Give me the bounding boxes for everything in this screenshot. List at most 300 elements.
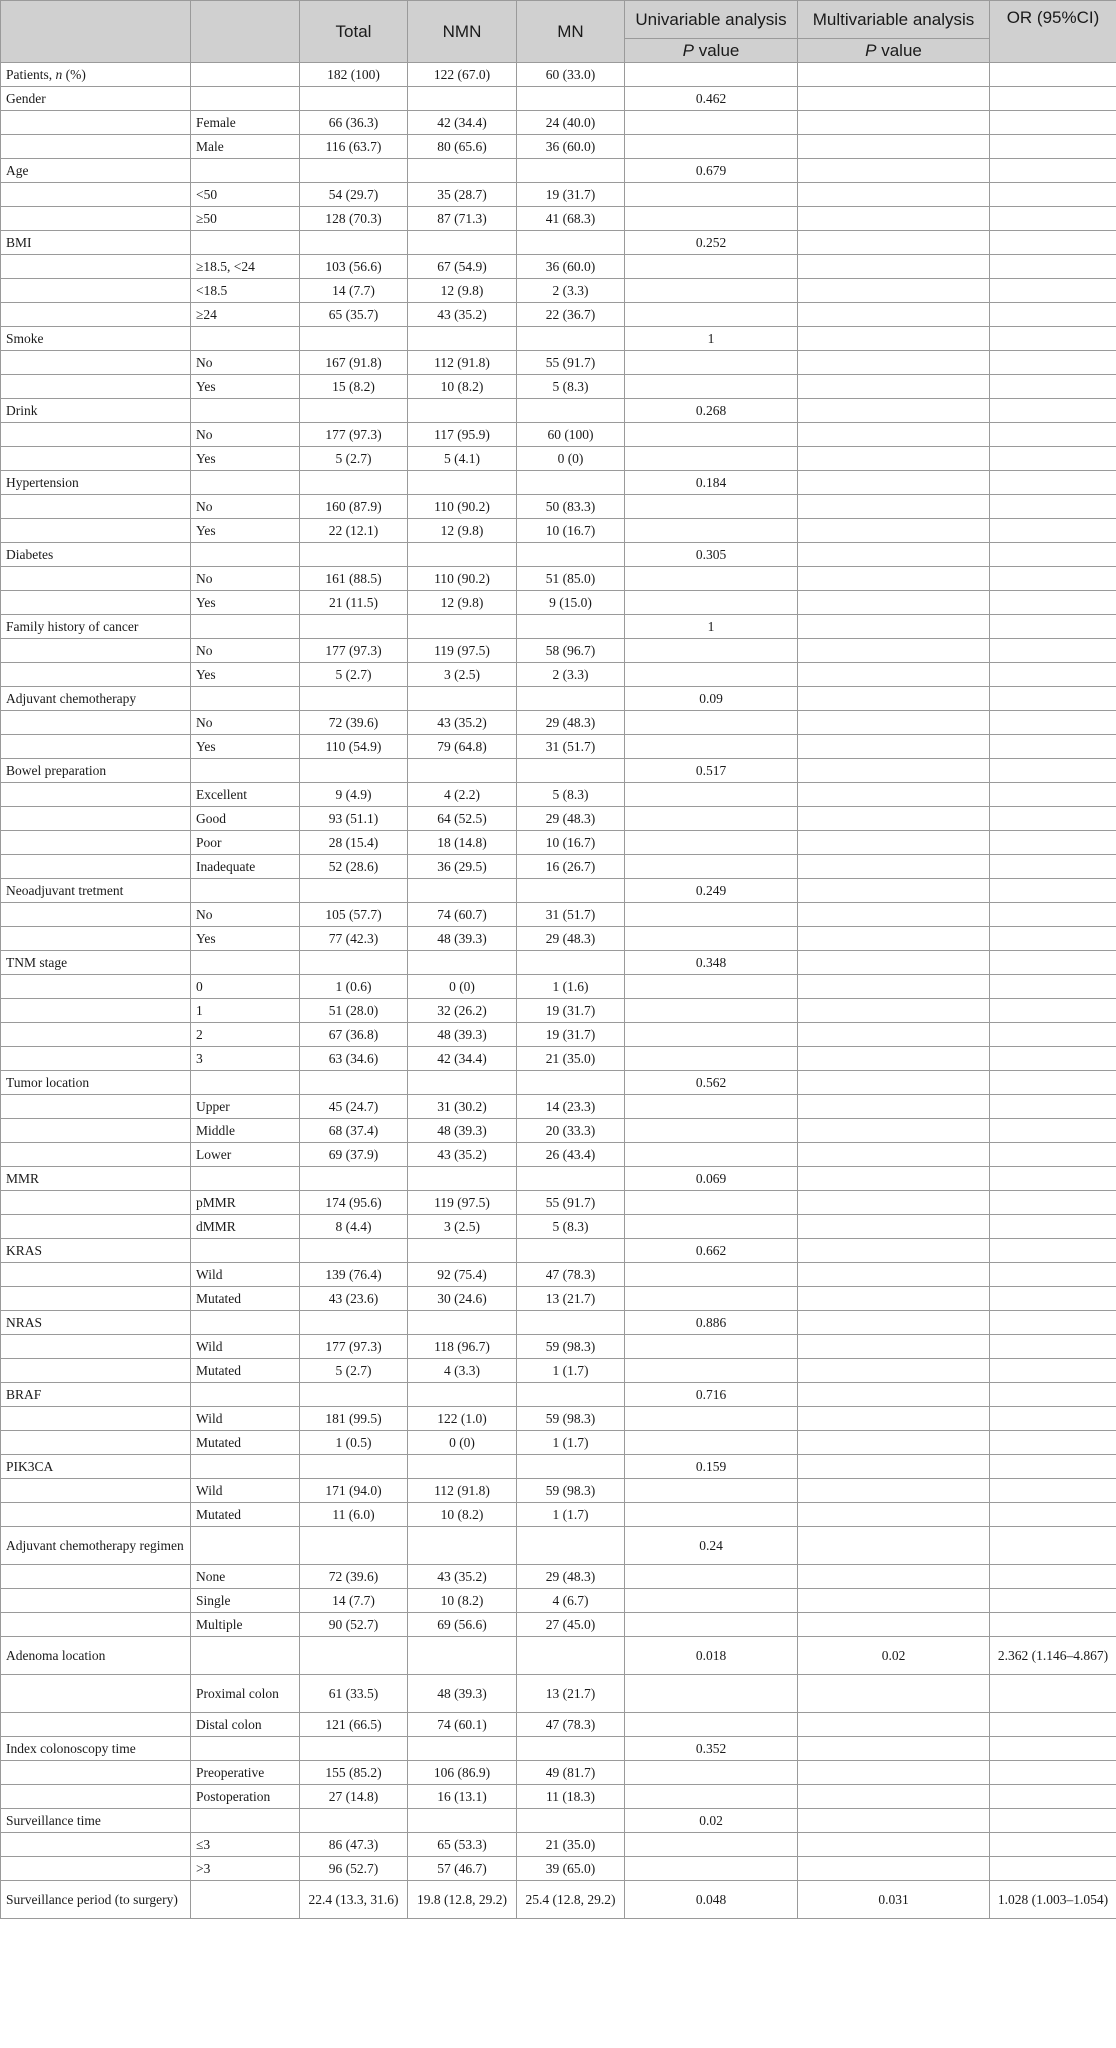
total-cell: 116 (63.7) <box>300 135 408 159</box>
or-cell <box>990 879 1116 903</box>
or-cell <box>990 1431 1116 1455</box>
total-cell <box>300 1455 408 1479</box>
variable-cell: Surveillance time <box>1 1809 191 1833</box>
category-cell: No <box>191 495 300 519</box>
variable-cell <box>1 1143 191 1167</box>
or-cell <box>990 1311 1116 1335</box>
nmn-cell: 48 (39.3) <box>408 1675 517 1713</box>
or-cell <box>990 1143 1116 1167</box>
or-cell <box>990 615 1116 639</box>
mn-cell: 9 (15.0) <box>517 591 625 615</box>
total-cell: 14 (7.7) <box>300 279 408 303</box>
category-cell: No <box>191 351 300 375</box>
univariable-p-cell: 0.462 <box>625 87 798 111</box>
univariable-p-cell <box>625 1023 798 1047</box>
multivariable-p-cell <box>798 1809 990 1833</box>
or-cell <box>990 951 1116 975</box>
multivariable-p-cell <box>798 903 990 927</box>
nmn-cell: 112 (91.8) <box>408 1479 517 1503</box>
or-cell <box>990 1191 1116 1215</box>
univariable-p-cell <box>625 1119 798 1143</box>
nmn-cell <box>408 231 517 255</box>
mn-cell: 24 (40.0) <box>517 111 625 135</box>
p-label: P <box>865 41 877 60</box>
or-cell <box>990 399 1116 423</box>
total-cell <box>300 543 408 567</box>
mn-cell: 29 (48.3) <box>517 927 625 951</box>
or-cell <box>990 1407 1116 1431</box>
variable-cell: TNM stage <box>1 951 191 975</box>
category-cell <box>191 1455 300 1479</box>
total-cell <box>300 1637 408 1675</box>
total-cell: 65 (35.7) <box>300 303 408 327</box>
or-cell <box>990 543 1116 567</box>
table-row <box>1 1809 1116 1833</box>
mn-cell <box>517 879 625 903</box>
total-cell <box>300 951 408 975</box>
mn-cell: 19 (31.7) <box>517 1023 625 1047</box>
p-label: P <box>682 41 694 60</box>
mn-cell: 10 (16.7) <box>517 519 625 543</box>
mn-cell: 2 (3.3) <box>517 279 625 303</box>
category-cell: Wild <box>191 1335 300 1359</box>
nmn-cell: 12 (9.8) <box>408 591 517 615</box>
table-row <box>1 1503 1116 1527</box>
univariable-p-cell <box>625 1287 798 1311</box>
univariable-p-cell <box>625 63 798 87</box>
total-cell: 182 (100) <box>300 63 408 87</box>
header-multivariable: Multivariable analysis <box>798 1 990 39</box>
variable-cell <box>1 783 191 807</box>
table-row <box>1 1857 1116 1881</box>
univariable-p-cell: 0.352 <box>625 1737 798 1761</box>
multivariable-p-cell <box>798 1833 990 1857</box>
or-cell <box>990 855 1116 879</box>
total-cell: 1 (0.5) <box>300 1431 408 1455</box>
category-cell: dMMR <box>191 1215 300 1239</box>
variable-cell <box>1 567 191 591</box>
variable-cell <box>1 1613 191 1637</box>
total-cell: 177 (97.3) <box>300 639 408 663</box>
univariable-p-cell <box>625 1407 798 1431</box>
multivariable-p-cell <box>798 1119 990 1143</box>
variable-cell <box>1 1713 191 1737</box>
total-cell: 5 (2.7) <box>300 663 408 687</box>
table-row <box>1 807 1116 831</box>
univariable-p-cell <box>625 1431 798 1455</box>
category-cell: Postoperation <box>191 1785 300 1809</box>
category-cell <box>191 1809 300 1833</box>
mn-cell: 60 (100) <box>517 423 625 447</box>
category-cell <box>191 1071 300 1095</box>
table-body <box>1 63 1116 1919</box>
table-row <box>1 1431 1116 1455</box>
total-cell: 161 (88.5) <box>300 567 408 591</box>
or-cell <box>990 663 1116 687</box>
nmn-cell: 119 (97.5) <box>408 1191 517 1215</box>
or-cell <box>990 447 1116 471</box>
mn-cell: 20 (33.3) <box>517 1119 625 1143</box>
mn-cell <box>517 1527 625 1565</box>
nmn-cell: 4 (3.3) <box>408 1359 517 1383</box>
nmn-cell: 43 (35.2) <box>408 1143 517 1167</box>
table-row <box>1 1191 1116 1215</box>
mn-cell: 10 (16.7) <box>517 831 625 855</box>
univariable-p-cell <box>625 639 798 663</box>
multivariable-p-cell <box>798 519 990 543</box>
header-mn: MN <box>517 1 625 63</box>
multivariable-p-cell <box>798 1527 990 1565</box>
variable-cell <box>1 1479 191 1503</box>
category-cell <box>191 327 300 351</box>
total-cell <box>300 471 408 495</box>
or-cell <box>990 567 1116 591</box>
nmn-cell <box>408 1071 517 1095</box>
variable-cell <box>1 903 191 927</box>
total-cell <box>300 1809 408 1833</box>
mn-cell: 21 (35.0) <box>517 1833 625 1857</box>
total-cell: 167 (91.8) <box>300 351 408 375</box>
nmn-cell: 10 (8.2) <box>408 1503 517 1527</box>
total-cell <box>300 1737 408 1761</box>
nmn-cell: 10 (8.2) <box>408 375 517 399</box>
multivariable-p-cell <box>798 183 990 207</box>
total-cell: 45 (24.7) <box>300 1095 408 1119</box>
mn-cell: 22 (36.7) <box>517 303 625 327</box>
multivariable-p-cell <box>798 399 990 423</box>
mn-cell <box>517 1311 625 1335</box>
or-cell <box>990 495 1116 519</box>
category-cell: Good <box>191 807 300 831</box>
variable-cell <box>1 183 191 207</box>
mn-cell <box>517 87 625 111</box>
mn-cell <box>517 471 625 495</box>
total-cell: 139 (76.4) <box>300 1263 408 1287</box>
category-cell <box>191 1881 300 1919</box>
nmn-cell: 43 (35.2) <box>408 711 517 735</box>
univariable-p-cell <box>625 831 798 855</box>
multivariable-p-cell: 0.031 <box>798 1881 990 1919</box>
multivariable-p-cell <box>798 759 990 783</box>
nmn-cell: 16 (13.1) <box>408 1785 517 1809</box>
table-row <box>1 687 1116 711</box>
or-cell <box>990 1359 1116 1383</box>
or-cell <box>990 1809 1116 1833</box>
variable-cell: Adjuvant chemotherapy <box>1 687 191 711</box>
table-row <box>1 1239 1116 1263</box>
category-cell: Mutated <box>191 1359 300 1383</box>
mn-cell: 36 (60.0) <box>517 255 625 279</box>
nmn-cell: 67 (54.9) <box>408 255 517 279</box>
total-cell: 1 (0.6) <box>300 975 408 999</box>
table-row <box>1 471 1116 495</box>
nmn-cell <box>408 1383 517 1407</box>
mn-cell: 29 (48.3) <box>517 711 625 735</box>
category-cell <box>191 1311 300 1335</box>
mn-cell: 0 (0) <box>517 447 625 471</box>
univariable-p-cell: 0.159 <box>625 1455 798 1479</box>
table-row <box>1 1675 1116 1713</box>
or-cell <box>990 1479 1116 1503</box>
table-row <box>1 1119 1116 1143</box>
category-cell: Yes <box>191 519 300 543</box>
nmn-cell <box>408 543 517 567</box>
mn-cell: 58 (96.7) <box>517 639 625 663</box>
univariable-p-cell <box>625 375 798 399</box>
or-cell <box>990 591 1116 615</box>
category-cell: Inadequate <box>191 855 300 879</box>
multivariable-p-cell <box>798 375 990 399</box>
table-row <box>1 327 1116 351</box>
variable-cell <box>1 423 191 447</box>
univariable-p-cell <box>625 975 798 999</box>
nmn-cell: 74 (60.7) <box>408 903 517 927</box>
univariable-p-cell: 0.048 <box>625 1881 798 1919</box>
multivariable-p-cell <box>798 1589 990 1613</box>
univariable-p-cell <box>625 903 798 927</box>
variable-cell: Neoadjuvant tretment <box>1 879 191 903</box>
category-cell: No <box>191 423 300 447</box>
table-row <box>1 1833 1116 1857</box>
variable-cell: Gender <box>1 87 191 111</box>
total-cell: 96 (52.7) <box>300 1857 408 1881</box>
variable-cell: Tumor location <box>1 1071 191 1095</box>
category-cell: 1 <box>191 999 300 1023</box>
nmn-cell <box>408 1527 517 1565</box>
table-row <box>1 1167 1116 1191</box>
variable-cell <box>1 855 191 879</box>
or-cell <box>990 1383 1116 1407</box>
univariable-p-cell: 0.305 <box>625 543 798 567</box>
multivariable-p-cell <box>798 735 990 759</box>
or-cell <box>990 1589 1116 1613</box>
mn-cell <box>517 687 625 711</box>
or-cell <box>990 975 1116 999</box>
multivariable-p-cell <box>798 663 990 687</box>
total-cell <box>300 159 408 183</box>
total-cell: 128 (70.3) <box>300 207 408 231</box>
or-cell <box>990 1833 1116 1857</box>
univariable-p-cell <box>625 1359 798 1383</box>
univariable-p-cell <box>625 1191 798 1215</box>
mn-cell <box>517 1239 625 1263</box>
total-cell: 69 (37.9) <box>300 1143 408 1167</box>
total-cell: 105 (57.7) <box>300 903 408 927</box>
variable-cell: Hypertension <box>1 471 191 495</box>
total-cell: 72 (39.6) <box>300 1565 408 1589</box>
nmn-cell <box>408 327 517 351</box>
variable-cell <box>1 519 191 543</box>
or-cell <box>990 519 1116 543</box>
univariable-p-cell: 0.517 <box>625 759 798 783</box>
mn-cell: 31 (51.7) <box>517 903 625 927</box>
multivariable-p-cell <box>798 423 990 447</box>
table-row <box>1 903 1116 927</box>
category-cell <box>191 399 300 423</box>
mn-cell: 1 (1.6) <box>517 975 625 999</box>
table-row <box>1 135 1116 159</box>
or-cell <box>990 1071 1116 1095</box>
category-cell: Wild <box>191 1407 300 1431</box>
variable-cell: Family history of cancer <box>1 615 191 639</box>
multivariable-p-cell <box>798 1383 990 1407</box>
multivariable-p-cell <box>798 351 990 375</box>
table-row <box>1 1527 1116 1565</box>
mn-cell: 21 (35.0) <box>517 1047 625 1071</box>
value-label: value <box>693 41 740 60</box>
mn-cell: 4 (6.7) <box>517 1589 625 1613</box>
table-row <box>1 1047 1116 1071</box>
mn-cell <box>517 159 625 183</box>
variable-cell <box>1 1833 191 1857</box>
total-cell: 68 (37.4) <box>300 1119 408 1143</box>
total-cell <box>300 399 408 423</box>
univariable-p-cell <box>625 999 798 1023</box>
or-cell <box>990 1287 1116 1311</box>
total-cell <box>300 879 408 903</box>
nmn-cell: 106 (86.9) <box>408 1761 517 1785</box>
table-row <box>1 1613 1116 1637</box>
table-header <box>1 1 1116 63</box>
mn-cell: 2 (3.3) <box>517 663 625 687</box>
nmn-cell: 35 (28.7) <box>408 183 517 207</box>
multivariable-p-cell <box>798 591 990 615</box>
mn-cell: 59 (98.3) <box>517 1407 625 1431</box>
table-row <box>1 543 1116 567</box>
variable-cell <box>1 1785 191 1809</box>
univariable-p-cell <box>625 183 798 207</box>
table-row <box>1 1143 1116 1167</box>
multivariable-p-cell <box>798 63 990 87</box>
or-cell <box>990 735 1116 759</box>
variable-cell <box>1 1761 191 1785</box>
or-cell <box>990 1095 1116 1119</box>
multivariable-p-cell <box>798 567 990 591</box>
category-cell <box>191 543 300 567</box>
univariable-p-cell: 0.886 <box>625 1311 798 1335</box>
univariable-p-cell: 0.249 <box>625 879 798 903</box>
category-cell <box>191 687 300 711</box>
total-cell: 63 (34.6) <box>300 1047 408 1071</box>
table-row <box>1 951 1116 975</box>
multivariable-p-cell <box>798 1455 990 1479</box>
table-row <box>1 375 1116 399</box>
or-cell <box>990 255 1116 279</box>
category-cell: Wild <box>191 1263 300 1287</box>
mn-cell: 19 (31.7) <box>517 183 625 207</box>
total-cell: 177 (97.3) <box>300 423 408 447</box>
table-row <box>1 1785 1116 1809</box>
multivariable-p-cell <box>798 1785 990 1809</box>
header-multivariable-pvalue <box>798 39 990 63</box>
header-total: Total <box>300 1 408 63</box>
nmn-cell <box>408 879 517 903</box>
total-cell: 28 (15.4) <box>300 831 408 855</box>
table-row <box>1 1215 1116 1239</box>
or-cell <box>990 1527 1116 1565</box>
variable-cell: Diabetes <box>1 543 191 567</box>
or-cell <box>990 927 1116 951</box>
variable-cell <box>1 663 191 687</box>
nmn-cell: 69 (56.6) <box>408 1613 517 1637</box>
header-or: OR (95%CI) <box>990 1 1116 63</box>
univariable-p-cell: 0.268 <box>625 399 798 423</box>
multivariable-p-cell <box>798 1565 990 1589</box>
univariable-p-cell <box>625 591 798 615</box>
univariable-p-cell: 0.662 <box>625 1239 798 1263</box>
total-cell <box>300 687 408 711</box>
total-cell: 72 (39.6) <box>300 711 408 735</box>
multivariable-p-cell <box>798 231 990 255</box>
variable-cell: Adjuvant chemotherapy regimen <box>1 1527 191 1565</box>
univariable-p-cell <box>625 1833 798 1857</box>
category-cell: >3 <box>191 1857 300 1881</box>
category-cell: Yes <box>191 591 300 615</box>
value-label: value <box>876 41 922 60</box>
multivariable-p-cell <box>798 1407 990 1431</box>
category-cell: No <box>191 903 300 927</box>
multivariable-p-cell <box>798 1239 990 1263</box>
univariable-p-cell <box>625 1761 798 1785</box>
table-row <box>1 519 1116 543</box>
mn-cell: 51 (85.0) <box>517 567 625 591</box>
total-cell: 43 (23.6) <box>300 1287 408 1311</box>
nmn-cell: 12 (9.8) <box>408 519 517 543</box>
total-cell: 155 (85.2) <box>300 1761 408 1785</box>
table-row <box>1 351 1116 375</box>
mn-cell: 31 (51.7) <box>517 735 625 759</box>
header-blank-category <box>191 1 300 63</box>
category-cell: Upper <box>191 1095 300 1119</box>
multivariable-p-cell <box>798 447 990 471</box>
or-cell: 2.362 (1.146–4.867) <box>990 1637 1116 1675</box>
multivariable-p-cell <box>798 999 990 1023</box>
mn-cell: 49 (81.7) <box>517 1761 625 1785</box>
header-univariable-pvalue <box>625 39 798 63</box>
multivariable-p-cell <box>798 615 990 639</box>
category-cell: No <box>191 567 300 591</box>
category-cell: Yes <box>191 735 300 759</box>
multivariable-p-cell <box>798 1335 990 1359</box>
nmn-cell <box>408 1455 517 1479</box>
total-cell: 27 (14.8) <box>300 1785 408 1809</box>
table-row <box>1 1479 1116 1503</box>
variable-cell <box>1 351 191 375</box>
total-cell: 51 (28.0) <box>300 999 408 1023</box>
table-row <box>1 1737 1116 1761</box>
table-row <box>1 975 1116 999</box>
multivariable-p-cell <box>798 1613 990 1637</box>
nmn-cell <box>408 1809 517 1833</box>
multivariable-p-cell <box>798 1071 990 1095</box>
univariable-p-cell <box>625 1503 798 1527</box>
or-cell <box>990 327 1116 351</box>
or-cell <box>990 1857 1116 1881</box>
nmn-cell: 4 (2.2) <box>408 783 517 807</box>
table-row <box>1 279 1116 303</box>
mn-cell: 14 (23.3) <box>517 1095 625 1119</box>
univariable-p-cell <box>625 255 798 279</box>
variable-cell <box>1 1675 191 1713</box>
nmn-cell: 79 (64.8) <box>408 735 517 759</box>
or-cell <box>990 1263 1116 1287</box>
nmn-cell: 36 (29.5) <box>408 855 517 879</box>
multivariable-p-cell <box>798 495 990 519</box>
category-cell: Distal colon <box>191 1713 300 1737</box>
table-row <box>1 1881 1116 1919</box>
table-row <box>1 735 1116 759</box>
multivariable-p-cell <box>798 87 990 111</box>
